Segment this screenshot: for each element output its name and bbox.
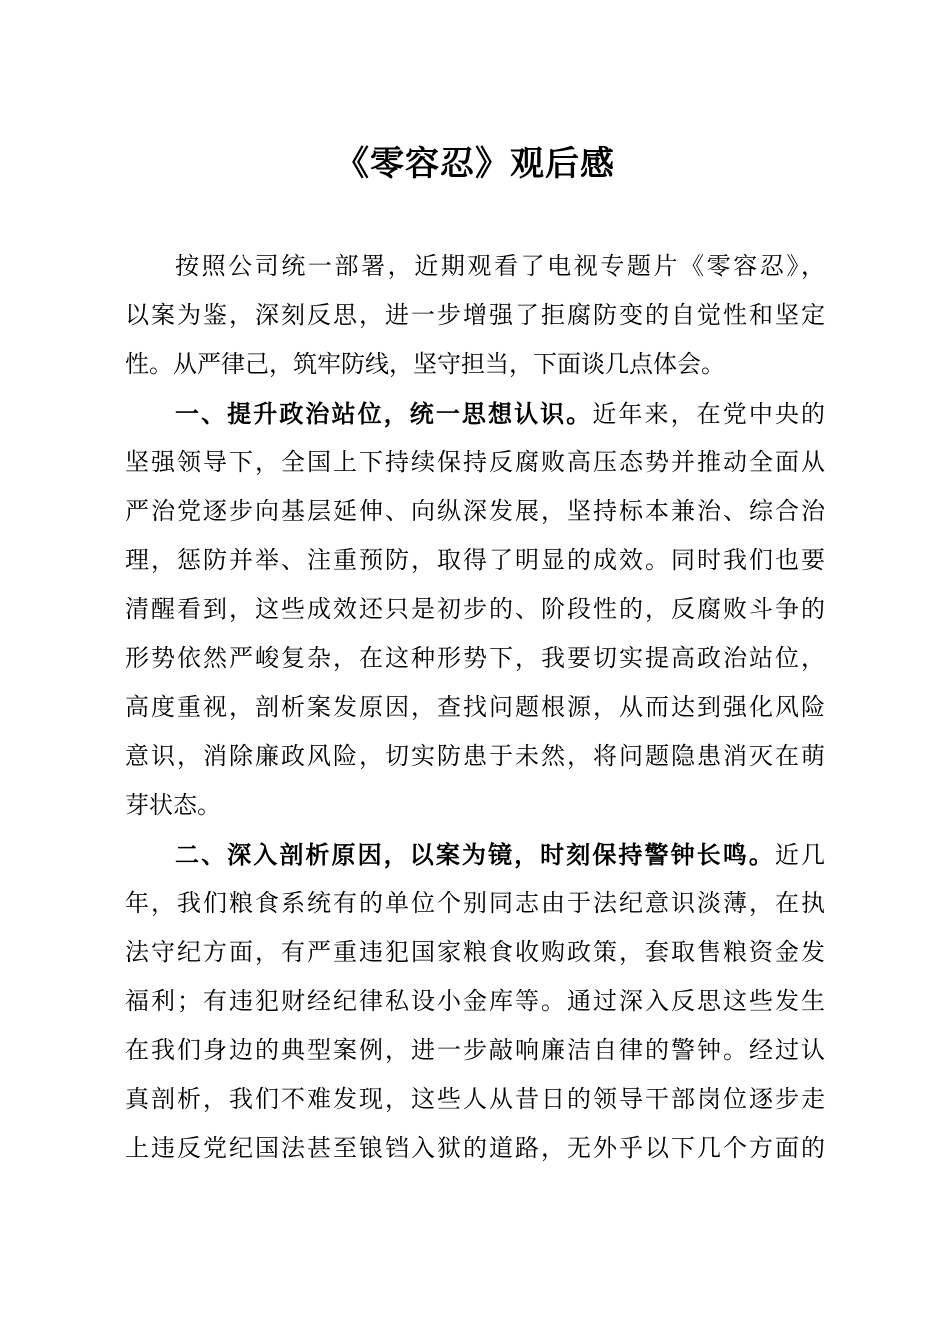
paragraph-3-line-3: 法守纪方面，有严重违犯国家粮食收购政策，套取售粮资金发 (125, 938, 825, 966)
paragraph-3-line-5: 在我们身边的典型案例，进一步敲响廉洁自律的警钟。经过认 (125, 1036, 825, 1064)
paragraph-2-line-1-text: 近年来，在党中央的 (592, 400, 825, 428)
section-heading-2: 二、深入剖析原因，以案为镜，时刻保持警钟长鸣。 (175, 840, 775, 869)
paragraph-2-line-8: 意识，消除廉政风险，切实防患于未然，将问题隐患消灭在萌 (125, 742, 825, 770)
document-body (125, 242, 825, 1173)
paragraph-2-line-1 (125, 389, 825, 438)
paragraph-2-line-9: 芽状态。 (125, 791, 221, 819)
paragraph-3-line-6: 真剖析，我们不难发现，这些人从昔日的领导干部岗位逐步走 (125, 1085, 825, 1113)
paragraph-3-line-4: 福利；有违犯财经纪律私设小金库等。通过深入反思这些发生 (125, 987, 825, 1015)
paragraph-2-line-2: 坚强领导下，全国上下持续保持反腐败高压态势并推动全面从 (125, 448, 825, 476)
paragraph-3-line-1-text: 近几 (774, 841, 825, 869)
paragraph-1-line-1: 按照公司统一部署，近期观看了电视专题片《零容忍》， (175, 252, 825, 280)
paragraph-2-line-4: 理，惩防并举、注重预防，取得了明显的成效。同时我们也要 (125, 546, 825, 574)
section-heading-1: 一、提升政治站位，统一思想认识。 (175, 399, 593, 428)
document-title: 《零容忍》观后感 (335, 144, 615, 184)
paragraph-1-line-3: 性。从严律己，筑牢防线，坚守担当，下面谈几点体会。 (125, 350, 725, 378)
paragraph-2-line-3: 严治党逐步向基层延伸、向纵深发展，坚持标本兼治、综合治 (125, 497, 825, 525)
paragraph-1-line-2: 以案为鉴，深刻反思，进一步增强了拒腐防变的自觉性和坚定 (125, 301, 825, 329)
paragraph-2-line-6: 形势依然严峻复杂，在这种形势下，我要切实提高政治站位， (125, 644, 825, 672)
paragraph-2-line-5: 清醒看到，这些成效还只是初步的、阶段性的，反腐败斗争的 (125, 595, 825, 623)
paragraph-3-line-2: 年，我们粮食系统有的单位个别同志由于法纪意识淡薄，在执 (125, 889, 825, 917)
paragraph-3-line-7: 上违反党纪国法甚至锒铛入狱的道路，无外乎以下几个方面的 (125, 1134, 825, 1162)
paragraph-3-line-1 (125, 830, 825, 879)
paragraph-2-line-7: 高度重视，剖析案发原因，查找问题根源，从而达到强化风险 (125, 693, 825, 721)
